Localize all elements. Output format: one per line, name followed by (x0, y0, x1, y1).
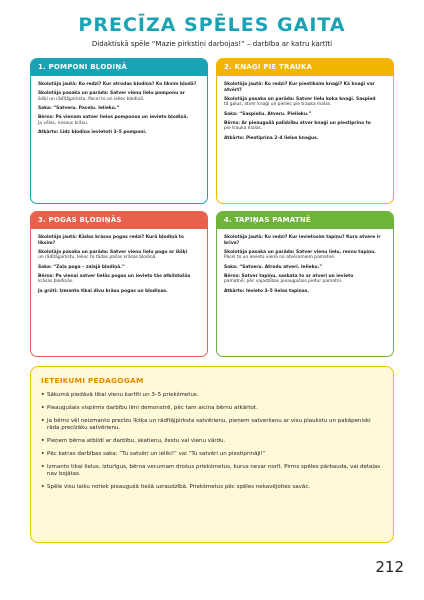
tip-item: • Spēle visu laiku notiek pieaugušā tiešā uzraudzībā. Priekšmetus pēc spēles nekavējoties savāc. (41, 484, 310, 490)
tips-title: IETEIKUMI PEDAGOGAM (41, 376, 144, 385)
card-step: Skolotāja jautā: Ko redzi? Kur ievietosim tapiņu? Kura atvere ir brīva? (224, 235, 381, 246)
tips-box (30, 366, 394, 543)
tip-item: • Pēc katras darbības saka: “Tu satvēri un ieliki!” vai “Tu satvēri un piestiprināji!” (41, 451, 266, 457)
card-step: Bērns: Pa vienai satver lielās pogas un ievieto tās atbilstošās krāsas bļodiņās. (38, 273, 191, 285)
card-title: 3. POGAS BĻODIŅĀS (31, 212, 207, 229)
bullet-icon: • (41, 484, 45, 490)
card-step: Saka: “Saspiežu. Atveru. Pielieku.” (224, 111, 312, 117)
card-step: Skolotāja jautā: Ko redzi? Kur piestiksim knaģi? Kā knaģi var atvērt? (224, 82, 375, 93)
card-step: Bērns: Ar pieaugušā palīdzību atver knaģi un piestiprina to pie trauka malas. (224, 120, 371, 132)
card-step: Bērns: Pa vienam satver lielos pomponus un ievieto bļodiņā. Ja vēlas, nosauc krāsu. (38, 115, 189, 126)
tip-item: • Pieņem bērna atbildi ar darbību, skatienu, žestu vai vienu vārdu. (41, 438, 226, 444)
card-tapinas (216, 211, 394, 357)
card-step: Atkārto: Līdz bļodiņa ievietoti 3–5 pomponi. (38, 129, 147, 135)
card-step: Saka: “Zaļa poga – zaļajā bļodiņā.” (38, 264, 125, 270)
card-step: Saka: “Satveru. Atrodu atveri. Ielieku.” (224, 264, 323, 270)
card-step: Skolotāja pasaka un parāda: Satver vienu lielu pomponu ar ikšķi un rādītājpirkstu. Pacel to un ieliec bļodiņā. (38, 91, 185, 102)
bullet-icon: • (41, 438, 45, 444)
card-pogas (30, 211, 208, 357)
card-step: Saka: “Satveru. Paceļu. Ielieku.” (38, 105, 120, 111)
card-step: Atkārto: Ievieto 3–5 lielas tapiņas. (224, 288, 310, 294)
card-step: Skolotāja pasaka un parāda: Satver vienu lielu pogu ar īkšķi un rādītājpirkstu. Ieliec to tādas pašas krāsas bļodiņā. (38, 249, 188, 261)
bullet-icon: • (41, 464, 45, 470)
card-step: Skolotāja jautā: Kādas krāsas pogas redzi? Kurā bļodiņā to liksim? (38, 235, 184, 246)
card-title: 1. POMPONI BĻODIŅĀ (31, 59, 207, 76)
page-number: 212 (375, 558, 404, 576)
bullet-icon: • (41, 418, 45, 424)
page-subtitle: Didaktiskā spēle “Mazie pirkstiņi darbojas!” – darbība ar katru kartīti (91, 40, 333, 48)
tip-item: • Izmanto tikai lielus, izturīgus, bērna vecumam drošus priekšmetus, kurus nevar norīt. Pirms spēles pārbauda, vai detaļas nav bojātas. (41, 464, 381, 477)
tip-item: • Sākumā piedāvā tikai vienu kartīti un 3–5 priekšmetus. (41, 392, 199, 398)
card-step: Skolotāja jautā: Ko redzi? Kur atrodas bļodiņa? Ko liksim bļodā? (38, 82, 197, 87)
card-pomponi (30, 58, 208, 204)
bullet-icon: • (41, 392, 45, 398)
card-title: 2. KNAĢI PIE TRAUKA (217, 59, 393, 76)
card-step: Ja grūti: Izmanto tikai divu krāsu pogas un bļodiņas. (38, 288, 168, 294)
bullet-icon: • (41, 451, 45, 457)
card-knagi (216, 58, 394, 204)
card-step: Skolotāja pasaka un parāda: Satver vienu lielu, resnu tapiņu. Pacel to un ievieto vienā no atvērumiem pamatnē. (224, 249, 376, 261)
page-title: PRECĪZA SPĒLES GAITA (78, 14, 346, 36)
card-title: 4. TAPIŅAS PAMATNĒ (217, 212, 393, 229)
tip-item: • Pieaugušais vispirms darbību lēni demonstrē, pēc tam aicina bērnu atkārtot. (41, 405, 258, 411)
bullet-icon: • (41, 405, 45, 411)
card-step: Atkārto: Piestiprina 2–4 lielus knaģus. (224, 135, 319, 141)
card-step: Bērns: Satver tapiņu, saskata to ar atveri un ievieto pamatnē; pēc vajadzības pieaugušais pietur pamatni. (224, 273, 354, 285)
card-step: Skolotāja pasaka un parāda: Satver lielu koka knaģi. Saspied tā galus, atver knaģi un pieliec pie trauka malas. (224, 96, 376, 108)
tip-item: • Ja bērns vēl neizmanto precīzu īkšķa un rādītājpirksta satvērienu, pieņem satveršanu ar visu plaukstu un pakāpeniski rāda precīzāku satvērienu. (41, 418, 371, 431)
